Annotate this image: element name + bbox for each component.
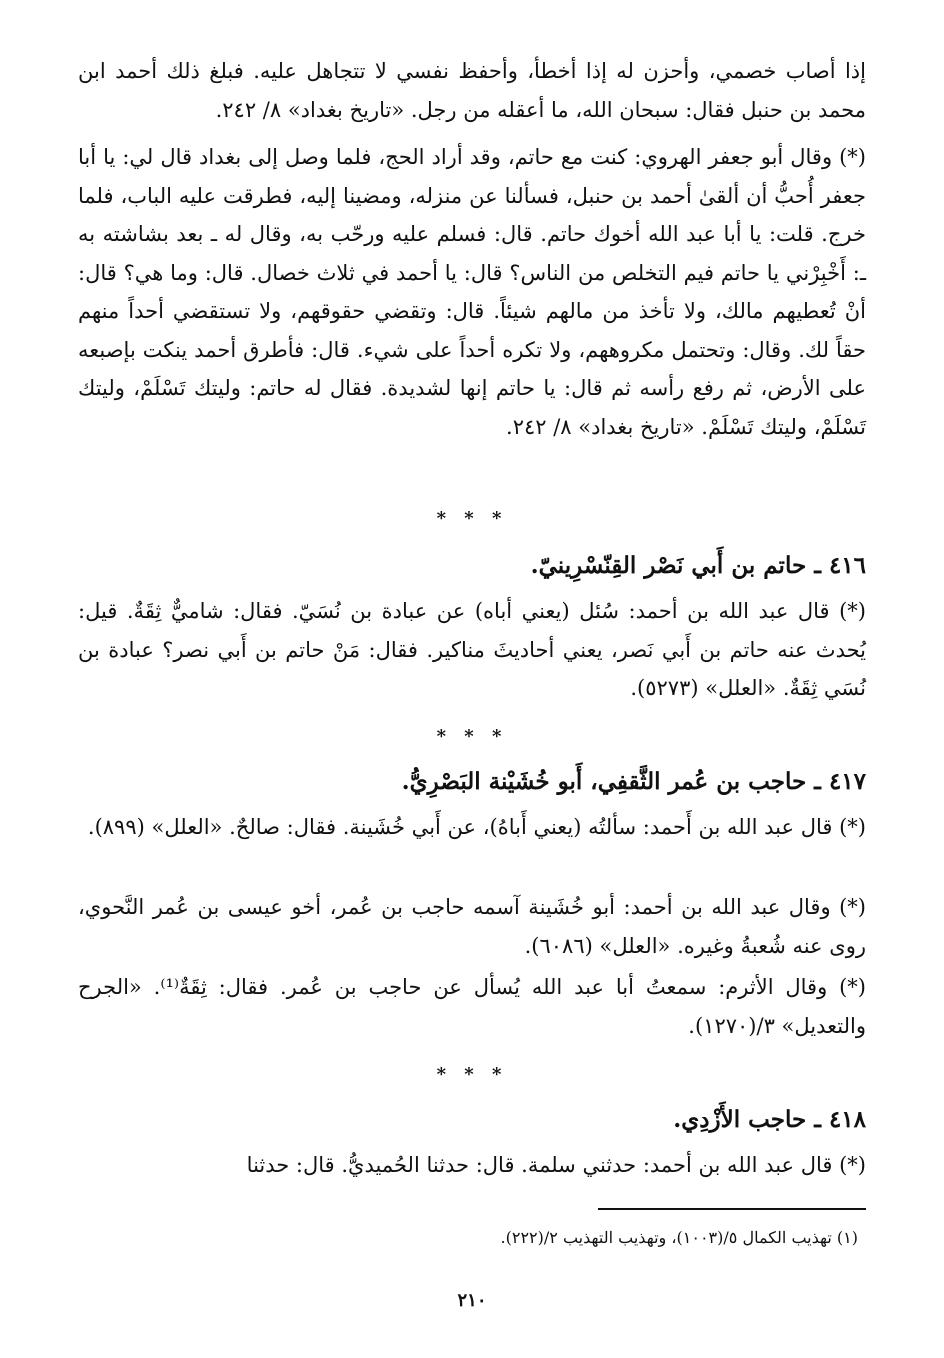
entry-heading-416: ٤١٦ ـ حاتم بن أَبي نَصْر القِنّسْرِينيّ. [530, 552, 866, 579]
section-separator: * * * [436, 508, 508, 529]
entry-heading-418: ٤١٨ ـ حاجب الأَزْدِي. [673, 1106, 866, 1133]
entry-heading-417: ٤١٧ ـ حاجب بن عُمر الثَّقفِي، أَبو خُشَيْنة البَصْرِيُّ. [401, 768, 866, 795]
paragraph-entry-417-a: (*) قال عبد الله بن أَحمد: سألتُه (يعني أَباهُ)، عن أَبي خُشَينة. فقال: صالحٌ. «العلل» (٨٩٩). [87, 815, 866, 839]
footnote-rule [598, 1208, 866, 1210]
paragraph-entry-416: (*) قال عبد الله بن أحمد: سُئل (يعني أباه) عن عبادة بن نُسَيّ. فقال: شاميٌّ ثِقَةٌ. قيل: يُحدث عنه حاتم بن أَبي نَصر، يعني أحاديثَ مناكير. فقال: مَنْ حاتم بن أَبي نصر؟ عبادة بن نُسَي ثِقَةٌ. «العلل» (٥٢٧٣). [78, 599, 866, 700]
page-number: ٢١٠ [457, 1290, 487, 1311]
paragraph-entry-417-c: (*) وقال الأثرم: سمعتُ أبا عبد الله يُسأل عن حاجب بن عُمر. فقال: ثِقَةٌ⁽¹⁾. «الجرح والتعديل» ٣/(١٢٧٠). [78, 975, 866, 1038]
paragraph-entry-417-b: (*) وقال عبد الله بن أحمد: أبو خُشَينة آسمه حاجب بن عُمر، أخو عيسى بن عُمر النَّحوي، روى عنه شُعبةُ وغيره. «العلل» (٦٠٨٦). [78, 895, 866, 958]
section-separator: * * * [436, 726, 508, 747]
footnote: (١) تهذيب الكمال ٥/(١٠٠٣)، وتهذيب التهذيب ٢/(٢٢٢). [500, 1228, 858, 1247]
section-separator: * * * [436, 1064, 508, 1085]
paragraph-continuation: إذا أصاب خصمي، وأحزن له إذا أخطأ، وأحفظ نفسي لا تتجاهل عليه. فبلغ ذلك أحمد ابن محمد بن حنبل فقال: سبحان الله، ما أعقله من رجل. «تاريخ بغداد» ٨/ ٢٤٢. [78, 59, 866, 122]
paragraph-hatim-visit: (*) وقال أبو جعفر الهروي: كنت مع حاتم، وقد أراد الحج، فلما وصل إلى بغداد قال لي: يا أبا جعفر أُحبُّ أن ألقىٰ أحمد بن حنبل، فسألنا عن منزله، ومضينا إليه، فطرقت عليه الباب، فلما خرج. قلت: يا أبا عبد الله أخوك حاتم. قال: فسلم عليه ورحّب به، وقال له ـ بعد بشاشته به ـ: أَخْبِرْني يا حاتم فيم التخلص من الناس؟ قال: يا أحمد في ثلاث خصال. قال: وما هي؟ قال: أنْ تُعطيهم مالك، ولا تأخذ من مالهم شيئاً. قال: وتقضي حقوقهم، ولا تستقضي أحداً منهم حقاً لك. وقال: وتحتمل مكروههم، ولا تكره أحداً على شيء. قال: فأطرق أحمد ينكت بإصبعه على الأرض، ثم رفع رأسه ثم قال: يا حاتم إنها لشديدة. فقال له حاتم: وليتك تَسْلَمْ، وليتك تَسْلَمْ، وليتك تَسْلَمْ. «تاريخ بغداد» ٨/ ٢٤٢. [78, 145, 866, 439]
paragraph-entry-418: (*) قال عبد الله بن أحمد: حدثني سلمة. قال: حدثنا الحُميديُّ. قال: حدثنا [246, 1153, 866, 1177]
